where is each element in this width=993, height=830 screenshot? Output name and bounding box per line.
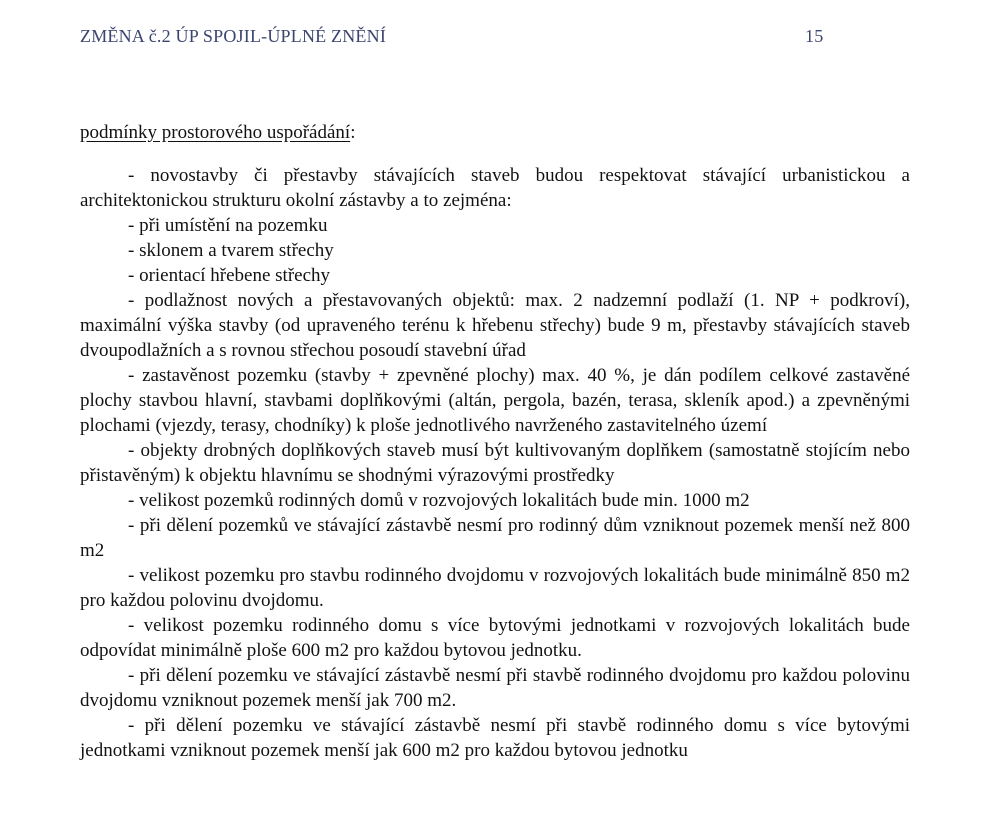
- paragraph-doplnkove-stavby: - objekty drobných doplňkových staveb musí být kultivovaným doplňkem (samostatně stojícím nebo přistavěným) k objektu hlavnímu se shodnými výrazovými prostředky: [80, 440, 910, 486]
- header-title: ZMĚNA č.2 ÚP SPOJIL-ÚPLNÉ ZNĚNÍ: [80, 26, 387, 46]
- paragraph-podlaznost: - podlažnost nových a přestavovaných objektů: max. 2 nadzemní podlaží (1. NP + podkroví), maximální výška stavby (od upraveného terénu k hřebenu střechy) bude 9 m, přestavby stávajících staveb dvoupodlažních a s rovnou střechou posoudí stavební úřad: [80, 290, 910, 361]
- document-body: [80, 120, 910, 763]
- paragraph-velikost-pozemku-rd: - velikost pozemků rodinných domů v rozvojových lokalitách bude min. 1000 m2: [128, 490, 750, 511]
- paragraph-deleni-bytove-jednotky: - při dělení pozemku ve stávající zástavbě nesmí při stavbě rodinného domu s více bytovými jednotkami vzniknout pozemek menší jak 600 m2 pro každou bytovou jednotku: [80, 715, 910, 761]
- paragraph-sklon-strechy: - sklonem a tvarem střechy: [128, 240, 334, 261]
- paragraph-velikost-dvojdum: - velikost pozemku pro stavbu rodinného dvojdomu v rozvojových lokalitách bude minimálně 850 m2 pro každou polovinu dvojdomu.: [80, 565, 910, 611]
- paragraph-umisteni: - při umístění na pozemku: [128, 215, 328, 236]
- paragraph-novostavby: - novostavby či přestavby stávajících staveb budou respektovat stávající urbanistickou a architektonickou strukturu okolní zástavby a to zejména:: [80, 165, 910, 211]
- paragraph-zastavenost: - zastavěnost pozemku (stavby + zpevněné plochy) max. 40 %, je dán podílem celkové zastavěné plochy stavbou hlavní, stavbami doplňkovými (altán, pergola, bazén, terasa, skleník apod.) a zpevněnými plochami (vjezdy, terasy, chodníky) k ploše jednotlivého navrženého zastavitelného území: [80, 365, 910, 436]
- paragraph-velikost-bytove-jednotky: - velikost pozemku rodinného domu s více bytovými jednotkami v rozvojových lokalitách bude odpovídat minimálně ploše 600 m2 pro každou bytovou jednotku.: [80, 615, 910, 661]
- page-number: 15: [805, 26, 824, 46]
- section-heading-colon: :: [350, 122, 356, 143]
- paragraph-deleni-dvojdum: - při dělení pozemku ve stávající zástavbě nesmí při stavbě rodinného dvojdomu pro každou polovinu dvojdomu vzniknout pozemek menší jak 700 m2.: [80, 665, 910, 711]
- page-header: [80, 26, 993, 48]
- section-heading-text: podmínky prostorového uspořádání: [80, 122, 351, 143]
- paragraph-deleni-pozemku-rd: - při dělení pozemků ve stávající zástavbě nesmí pro rodinný dům vzniknout pozemek menší než 800 m2: [80, 515, 910, 561]
- paragraph-orientace-hrebene: - orientací hřebene střechy: [128, 265, 331, 286]
- section-heading: [80, 120, 910, 145]
